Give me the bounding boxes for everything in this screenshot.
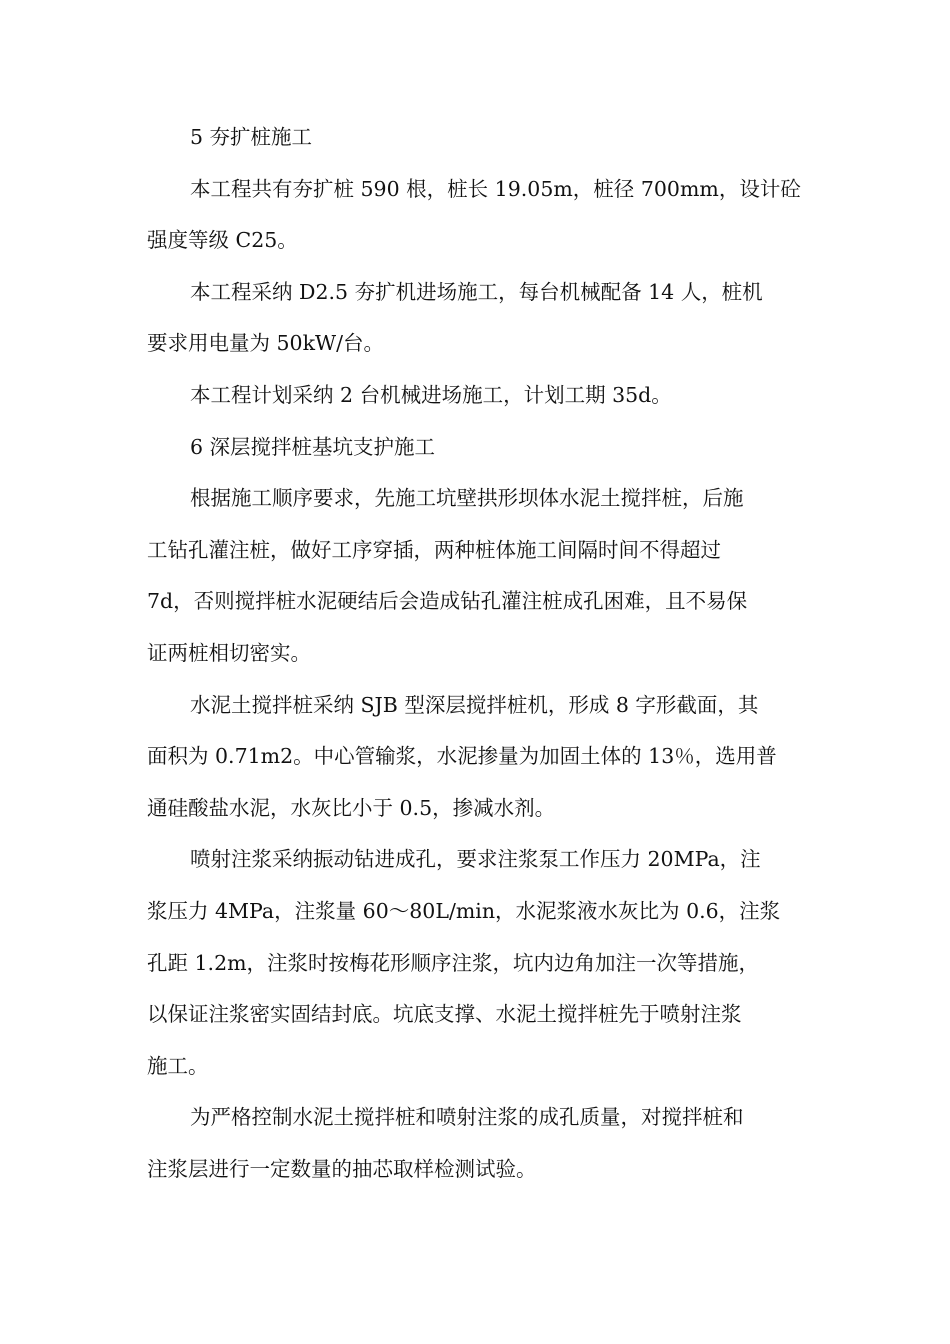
paragraph-line: 浆压力 4MPa，注浆量 60～80L/min，水泥浆液水灰比为 0.6，注浆	[147, 898, 781, 923]
paragraph-line: 强度等级 C25。	[147, 228, 298, 253]
paragraph-line: 面积为 0.71m2。中心管输浆，水泥掺量为加固土体的 13％，选用普	[147, 744, 777, 769]
section-heading	[147, 422, 807, 474]
paragraph	[147, 834, 807, 1092]
paragraph-line: 7d，否则搅拌桩水泥硬结后会造成钻孔灌注桩成孔困难，且不易保	[147, 589, 748, 614]
paragraph	[147, 680, 807, 835]
paragraph-line: 水泥土搅拌桩采纳 SJB 型深层搅拌桩机，形成 8 字形截面，其	[190, 692, 759, 717]
paragraph-line: 以保证注浆密实固结封底。坑底支撑、水泥土搅拌桩先于喷射注浆	[147, 1002, 742, 1027]
paragraph-line: 喷射注浆采纳振动钻进成孔，要求注浆泵工作压力 20MPa，注	[190, 847, 761, 872]
heading-line: 5 夯扩桩施工	[190, 125, 313, 149]
section-heading	[147, 112, 807, 164]
paragraph-line: 为严格控制水泥土搅拌桩和喷射注浆的成孔质量，对搅拌桩和	[190, 1105, 744, 1130]
paragraph-line: 本工程共有夯扩桩 590 根，桩长 19.05m，桩径 700mm，设计砼	[190, 176, 801, 201]
heading-line: 6 深层搅拌桩基坑支护施工	[190, 434, 436, 459]
paragraph-line: 施工。	[147, 1053, 209, 1078]
paragraph-line: 注浆层进行一定数量的抽芯取样检测试验。	[147, 1156, 537, 1181]
paragraph-line: 孔距 1.2m，注浆时按梅花形顺序注浆，坑内边角加注一次等措施，	[147, 950, 760, 975]
paragraph	[147, 473, 807, 679]
paragraph-line: 证两桩相切密实。	[147, 640, 311, 665]
paragraph-line: 工钻孔灌注桩，做好工序穿插，两种桩体施工间隔时间不得超过	[147, 537, 721, 562]
paragraph	[147, 1092, 807, 1195]
paragraph-line: 通硅酸盐水泥，水灰比小于 0.5，掺减水剂。	[147, 795, 556, 820]
paragraph-line: 要求用电量为 50kW/台。	[147, 331, 385, 356]
paragraph-line: 本工程采纳 D2.5 夯扩机进场施工，每台机械配备 14 人，桩机	[190, 279, 763, 304]
paragraph-line: 根据施工顺序要求，先施工坑壁拱形坝体水泥土搅拌桩，后施	[190, 486, 744, 511]
paragraph	[147, 267, 807, 370]
paragraph	[147, 164, 807, 267]
paragraph	[147, 370, 807, 422]
document-body	[147, 112, 807, 1195]
paragraph-line: 本工程计划采纳 2 台机械进场施工，计划工期 35d。	[190, 382, 672, 407]
